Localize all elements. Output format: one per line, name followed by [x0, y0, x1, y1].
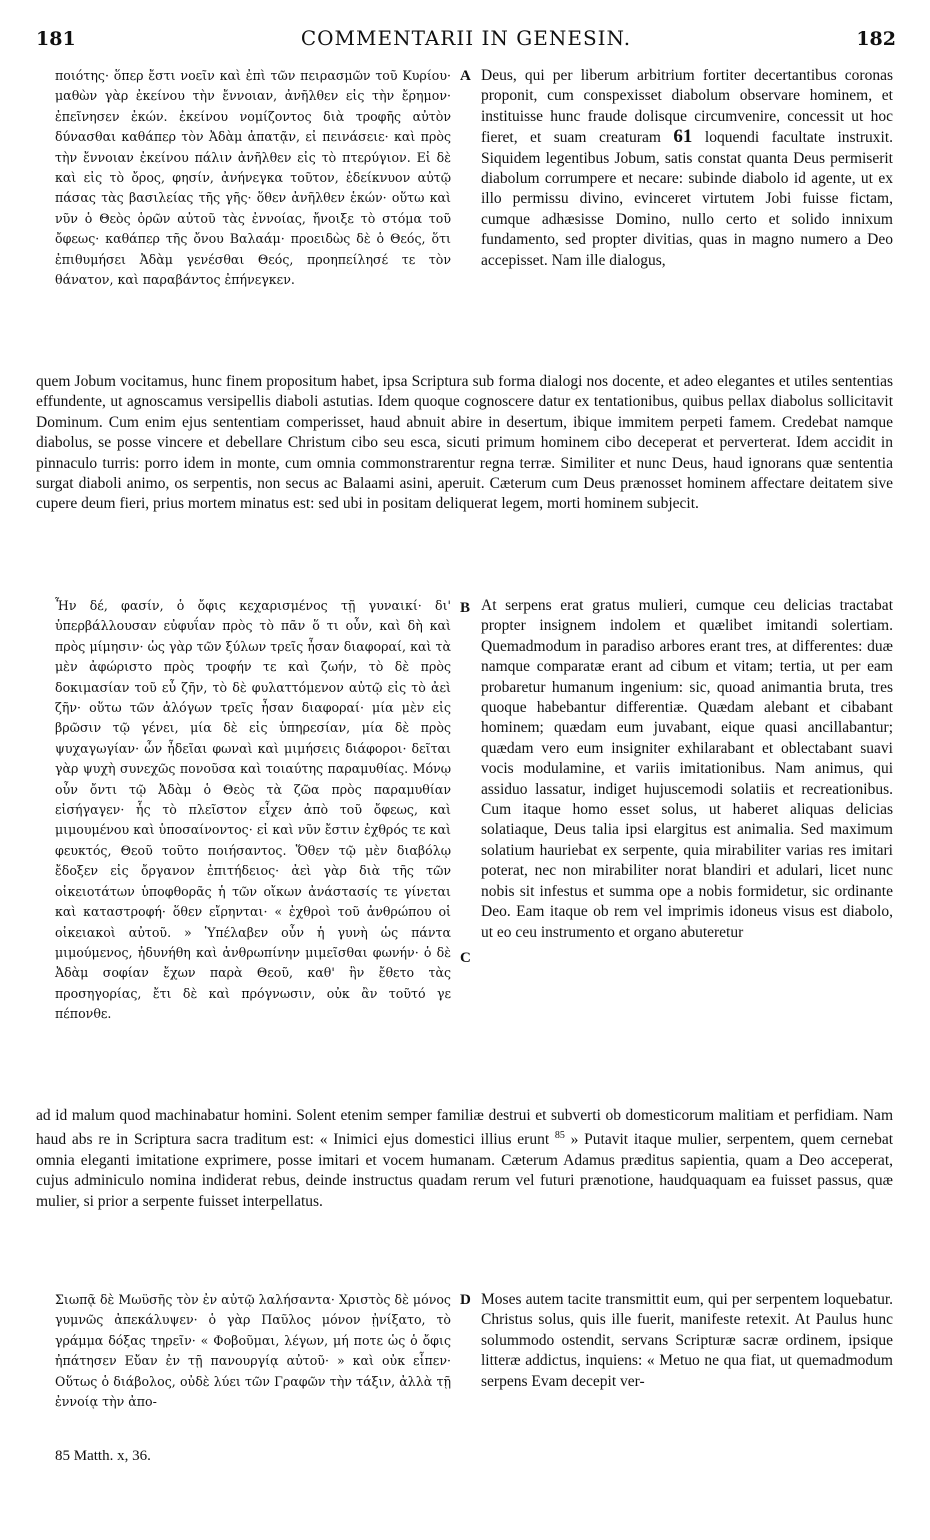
latin-full-2-text-a: ad id malum quod machinabatur homini. Solent etenim semper familiæ destrui et subverti ob domesticorum malitiam et perfidiam. Nam haud abs re in Scriptura sacra traditum est: « Inimici ejus domestici illius erunt: [36, 1107, 893, 1149]
latin-column-2: At serpens erat gratus mulieri, cumque ceu delicias tractabat propter insignem indolem et quælibet imitandi solertiam. Quemadmodum in paradiso arbores erant tres, at differentes: duæ namque comparatæ erant ad cibum et vitam; tertia, ut per eam probaretur humanum ingenium: sic, quoad animantia bruta, tres quoque habebantur differentiæ. Quædam alebant et cibabant hominem; quædam eum juvabant, eique quasi ancillabantur; quædam vero eum insigniter exhilarabant et oblectabant suavi vocis modulamine, et variis imitationibus. Nam animus, qui assiduo lassatur, indiget hujuscemodi solatiis et recreationibus. Cum itaque homo esset solus, ut haberet aliquas delicias solatiaque, Deus talia ipsi elargitus est animalia. Sed maximum solatium hauriebat ex serpente, quia mirabiliter varias res imitari poterat, nec non mirabiliter norat blandiri et adulari, licet nunc nobis sit infestus et summa ope a nobis formidetur, sic ordinante Deo. Eam itaque ob rem vel imprimis idoneus visus est diabolo, ut eo ceu instrumento et organo abuteretur: [481, 597, 893, 941]
latin-column-1: [481, 66, 893, 271]
page-number-left: 181: [36, 28, 76, 50]
section-marker-d: D: [460, 1292, 471, 1308]
latin-column-1-text-a: Deus, qui per liberum arbitrium fortiter decertantibus coronas proponit, cum conspexisset diabolum observare hominem, et instituisse hunc fraude dolisque circumvenire, concessit ut hoc fieret, et suam creaturam: [481, 67, 893, 147]
footnote: 85 Matth. x, 36.: [55, 1448, 151, 1464]
section-marker-c: C: [460, 950, 471, 966]
running-title: COMMENTARII IN GENESIN.: [300, 26, 632, 50]
latin-full-2: [36, 1106, 893, 1212]
page-number-right: 182: [856, 28, 896, 50]
footnote-reference: 85: [554, 1130, 565, 1142]
latin-full-2-text-b: » Putavit itaque mulier, serpentem, quem cernebat omnia eleganti imitatione exprimere, posse imitari et vocem humanam. Cæterum Adamus præditus sapientia, quam a Deo acceperat, cujus adminiculo nomina indiderat rebus, deinde instructus quadam rerum vel futuri prænotione, haudquaquam ea fuisset passus, quæ mulier, si prior a serpente fuisset interpellatus.: [36, 1131, 894, 1210]
page-header: [36, 26, 896, 56]
greek-column-3: Σιωπᾷ δὲ Μωϋσῆς τὸν ἐν αὐτῷ λαλήσαντα· Χριστὸς δὲ μόνος γυμνῶς ἀπεκάλυψεν· ὁ γὰρ Παῦλος μόνον ᾐνίξατο, τὸ γράμμα δόξας τηρεῖν· « Φοβοῦμαι, λέγων, μή ποτε ὡς ὁ ὄφις ἠπάτησεν Εὔαν ἐν τῇ πανουργίᾳ αὐτοῦ· » καὶ οὐκ εἶπεν· Οὕτως ὁ διάβολος, οὐδὲ λύει τῶν Γραφῶν τὴν τάξιν, ἀλλὰ τῇ ἐννοίᾳ τὴν ἀπο-: [55, 1292, 451, 1410]
latin-full-1: quem Jobum vocitamus, hunc finem propositum habet, ipsa Scriptura sub forma dialogi nos docente, et adeo elegantes et utiles sententias effundente, ut agnoscamus versipellis diaboli astutias. Idem quoque cognoscere datur ex tentationibus, quibus pellax diabolus sollicitavit Dominum. Cum enim ejus sententiam comperisset, haud abnuit abire in desertum, ibique immitem perpeti famem. Credebat namque diabolus, se posse vincere et debellare Christum cibo seu esca, sicuti primum hominem cibo deceperat et perverterat. Idem accidit in pinnaculo turris: porro idem in monte, cum omnia commonstrarentur regna terræ. Similiter et nunc Deus, haud ignorans quæ sententia surgat diaboli animo, os serpentis, non secus ac Balaami asini, aperuit. Cæterum cum Deus prænosset hominem affectare deitatem sive cupere deum fieri, prius mortem minatus est: sed ubi in positam deliquerat legem, morti hominem subjecit.: [36, 373, 893, 513]
greek-column-1: ποιότης· ὅπερ ἔστι νοεῖν καὶ ἐπὶ τῶν πειρασμῶν τοῦ Κυρίου· μαθὼν γὰρ ἐκείνου τὴν ἔννοιαν, ἀνῆλθεν εἰς τὴν ἔρημον· ἐπεῖνησεν ἐκών. ἐκείνου νομίζοντος διὰ τροφῆς αὐτὸν δύνασθαι καθάπερ τὸν Ἀδὰμ ἀπατᾷν, εἰ πεινάσειε· καὶ πρὸς τὴν ἔννοιαν ἐκείνου πάλιν ἀνῆλθεν εἰς τὸ πτερύγιον. Εἰ δὲ καὶ εἰς τὸ ὄρος, φησίν, ἀνήνεγκα τοῦτον, ἐδείκνυον αὐτῷ πάσας τὰς βασιλείας τῆς γῆς· ὅθεν ἀνῆλθεν ἑκών· οὕτω καὶ νῦν ὁ Θεὸς ὁρῶν αὐτοῦ τὰς ἐννοίας, ἤνοιξε τὸ στόμα τοῦ ὄφεως· καθάπερ τῆς ὄνου Βαλαάμ· προειδὼς δὲ ὁ Θεός, ὅτι ἐπιθυμήσει Ἀδὰμ γενέσθαι Θεός, προηπείλησέ τε τὸν θάνατον, καὶ παραβάντος ἐπήνεγκεν.: [55, 68, 451, 288]
latin-column-3: Moses autem tacite transmittit eum, qui per serpentem loquebatur. Christus solus, quis ille fuerit, manifeste retexit. At Paulus hunc solummodo ostendit, servans Scripturæ sacræ ordinem, ipsique litteræ addictus, inquiens: « Metuo ne qua fiat, ut quemadmodum serpens Evam decepit ver-: [481, 1291, 893, 1390]
inline-page-number: 61: [673, 126, 693, 148]
section-marker-a: A: [460, 68, 471, 84]
latin-column-1-text-b: loquendi facultate instruxit. Siquidem legentibus Jobum, satis constat quanta Deus permiserit diabolum corrumpere et necare: subinde diabolo id agente, ut ex illo permissu divino, evinceret virtutem Jobi fuisse fictam, cumque adhæsisse Domino, nullo certo et solido innixum fundamento, sed propter divitias, quas in magno numero a Deo accepisset. Nam ille dialogus,: [481, 129, 894, 269]
section-marker-b: B: [460, 600, 471, 616]
greek-column-2: Ἦν δέ, φασίν, ὁ ὄφις κεχαρισμένος τῇ γυναικί· δι' ὑπερβάλλουσαν εὐφυΐαν πρὸς τὸ πᾶν ὅ τι οὖν, καὶ δὴ καὶ πρὸς μίμησιν· ὡς γὰρ τῶν ξύλων τρεῖς ἦσαν διαφοραί, καὶ τὰ μὲν ἀφώριστο πρὸς τροφήν τε καὶ ζωήν, τὸ δὲ πρὸς δοκιμασίαν τοῦ εὖ ζῆν, τὸ δὲ φυλαττόμενον αὐτῷ εἰς τὸ ἀεὶ ζῆν· οὕτω τῶν ἀλόγων τρεῖς ἦσαν διαφοραί· μία μὲν εἰς βρῶσιν τῷ γένει, μία δὲ εἰς ὑπηρεσίαν, μία δὲ πρὸς ψυχαγωγίαν· ὧν ἦδεῖαι φωναὶ καὶ μιμήσεις διάφοροι· δεῖται γὰρ ψυχὴ συνεχῶς πονοῦσα καὶ τοιαύτης παραμυθίας. Μόνῳ οὖν ὄντι τῷ Ἀδὰμ ὁ Θεὸς τὰ ζῶα πρὸς παραμυθίαν εἰσήγαγεν· ἧς τὸ πλεῖστον εἶχεν ἀπὸ τοῦ ὄφεως, καὶ μιμουμένου καὶ ὑποσαίνοντος· εἰ καὶ νῦν ἔστιν ἐχθρός τε καὶ φευκτός, Θεοῦ τοῦτο ποιήσαντος. Ὅθεν τῷ μὲν διαβόλῳ ἔδοξεν εἰς ὄργανον ἐπιτήδειος· ἀεὶ γὰρ διὰ τῆς τῶν οἰκειοτάτων ὑποφθορᾶς ἡ τῶν οἴκων ἀνάστασίς τε γίνεται καὶ καταστροφή· ὅθεν εἴρηνται· « ἐχθροὶ τοῦ ἀνθρώπου οἱ οἰκειακοὶ αὐτοῦ. » Ὑπέλαβεν οὖν ἡ γυνὴ ὡς πάντα μιμούμενος, ἠδυνήθη καὶ ἀνθρωπίνην μιμεῖσθαι φωνήν· ὁ δὲ Ἀδὰμ σοφίαν ἔχων παρὰ Θεοῦ, καθ' ἣν ἔθετο τὰς προσηγορίας, ἔτι δὲ καὶ πρόγνωσιν, οὐκ ἂν τοῦτό γε πέπονθε.: [55, 598, 451, 1022]
